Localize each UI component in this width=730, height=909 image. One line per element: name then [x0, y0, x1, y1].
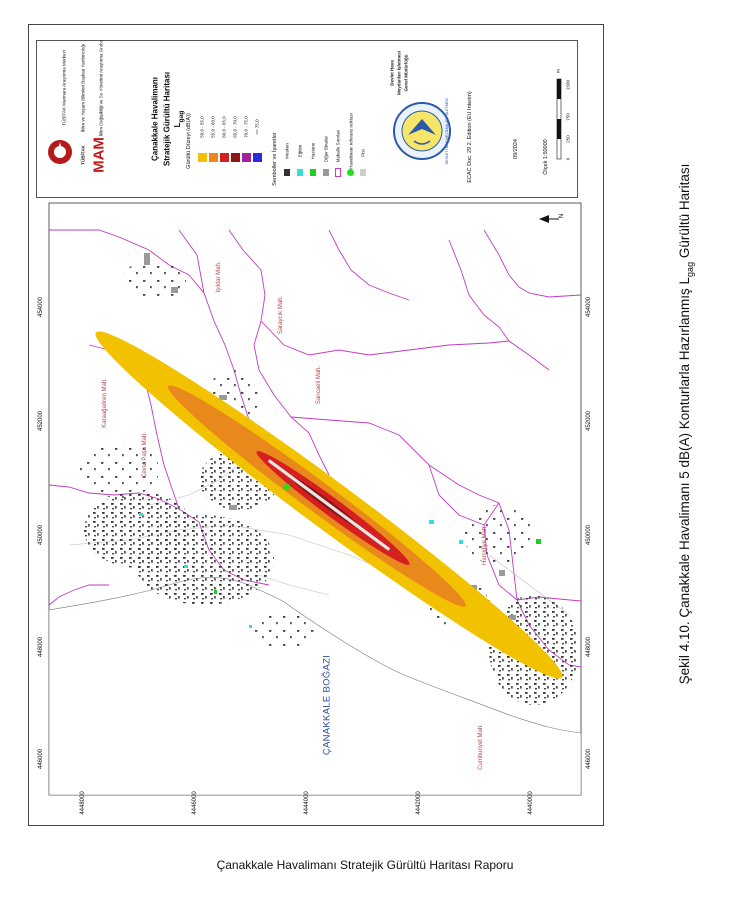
- tubitak-block: [39, 39, 143, 193]
- mahalle-label: Cevat Paşa Mah.: [142, 431, 148, 479]
- tubitak-logo-text: TÜBİTAK: [80, 145, 86, 165]
- color-swatch: [335, 168, 341, 177]
- map-title-line1: Çanakkale Havalimanı: [150, 76, 160, 162]
- noise-header: Gürültü Düzeyi (dB(A)): [186, 113, 192, 169]
- mahalle-label: Karaağaören Mah.: [102, 378, 108, 428]
- coord-label: 450000: [38, 524, 44, 546]
- dhmi-line1: Devlet Hava: [389, 60, 395, 86]
- mahalle-label: Cumhuriyet Mah.: [478, 724, 484, 770]
- dhmi-line3: Genel Müdürlüğü: [403, 54, 409, 92]
- color-swatch: [347, 169, 354, 176]
- coord-label: 4448000: [80, 791, 86, 815]
- ecac-text: ECAC Doc. 29 2. Edition (EU Interim): [467, 91, 473, 183]
- mahalle-label: Hamidiye Mah.: [482, 524, 488, 566]
- page-footer: Çanakkale Havalimanı Stratejik Gürültü Haritası Raporu: [216, 858, 514, 872]
- coord-label: 448000: [586, 636, 592, 658]
- strait-label: ÇANAKKALE BOĞAZI: [321, 654, 333, 756]
- symbol-label: Diğer Binalar: [323, 135, 329, 163]
- coord-label: 454000: [38, 296, 44, 318]
- symbol-label: Hastane: [310, 142, 316, 160]
- tubitak-logo-icon: [47, 139, 73, 165]
- color-swatch: [310, 169, 316, 176]
- date-text: 09/2024: [513, 139, 519, 159]
- coord-label: 4440000: [528, 791, 534, 815]
- metric-sub: gag: [177, 110, 185, 123]
- symbol-label: Eğitim: [297, 144, 303, 158]
- mahalle-label: Saraycık Mah.: [278, 295, 284, 335]
- band-range: 50,0 - 55,0: [199, 116, 205, 138]
- scale-unit: m: [555, 69, 561, 73]
- caption-prefix: Şekil 4.10. Çanakkale Havalimanı 5 dB(A) Konturlarla Hazırlanmış L: [677, 276, 693, 685]
- mahalle-label: Işıklar Mah.: [216, 261, 222, 293]
- symbol-label: Mesken: [284, 143, 290, 159]
- org-dept1-text: İklim ve Yaşam Bilimleri Başkan Yardımcılığı: [80, 43, 86, 133]
- color-swatch: [242, 153, 251, 162]
- coord-label: 448000: [38, 636, 44, 658]
- dhmi-seal-icon: [392, 97, 452, 165]
- scale-text: Ölçek 1:50000: [543, 139, 549, 175]
- color-swatch: [297, 169, 303, 176]
- metric-letter: L: [173, 122, 183, 128]
- band-range: 65,0 - 70,0: [232, 116, 238, 138]
- org-tubitak-text: TÜBİTAK Marmara Araştırma Merkezi: [61, 50, 67, 126]
- band-range: 70,0 - 75,0: [243, 116, 249, 138]
- dhmi-line2: Meydanları İşletmesi: [396, 50, 402, 96]
- seal-text: DEVLET HAVA MEYDANLARI İŞLETMESİ: [445, 97, 449, 165]
- coord-label: 452000: [586, 410, 592, 432]
- north-label: N: [559, 213, 565, 219]
- coord-label: 4446000: [192, 791, 198, 815]
- color-swatch: [360, 169, 366, 176]
- symbol-label: Havalimanı referans noktası: [348, 112, 354, 170]
- coord-label: 446000: [586, 748, 592, 770]
- caption-suffix: Gürültü Haritası: [677, 163, 693, 262]
- map-title-metric: [173, 111, 185, 128]
- coord-label: 452000: [38, 410, 44, 432]
- org-dept2-text: İklim Değişikliği ve Su Yönetimi Araştırma Grubu: [98, 39, 104, 137]
- airport-reference-point: [284, 484, 290, 490]
- map-panel: [49, 203, 581, 795]
- scale-bar: [555, 77, 565, 161]
- band-range: >= 75,0: [254, 119, 260, 135]
- caption-sub: gag: [684, 261, 695, 277]
- map-legend: [36, 40, 578, 198]
- color-swatch: [323, 169, 329, 176]
- coord-label: 4442000: [416, 791, 422, 815]
- figure-caption: [677, 164, 695, 685]
- color-swatch: [284, 169, 290, 176]
- coord-label: 450000: [586, 524, 592, 546]
- coord-label: 446000: [38, 748, 44, 770]
- north-arrow: [537, 211, 565, 221]
- scale-tick: 1500: [565, 79, 571, 91]
- mahalle-label: Sarıcaeli Mah.: [316, 365, 322, 405]
- scale-tick: 0: [565, 157, 571, 161]
- color-swatch: [198, 153, 207, 162]
- band-range: 55,0 - 60,0: [210, 116, 216, 138]
- symbol-label: Pist: [360, 149, 366, 157]
- color-swatch: [231, 153, 240, 162]
- scale-tick: 750: [565, 113, 571, 121]
- color-swatch: [220, 153, 229, 162]
- coord-label: 4444000: [304, 791, 310, 815]
- scale-tick: 250: [565, 135, 571, 143]
- map-title-line2: Stratejik Gürültü Haritası: [162, 71, 172, 167]
- symbol-label: Mahalle Sınırları: [335, 129, 341, 163]
- coord-label: 454000: [586, 296, 592, 318]
- color-swatch: [209, 153, 218, 162]
- mam-logo-text: MAM: [90, 137, 108, 173]
- band-range: 60,0 - 65,0: [221, 116, 227, 138]
- symbols-header: Semboller ve İşaretler: [272, 132, 278, 186]
- color-swatch: [253, 153, 262, 162]
